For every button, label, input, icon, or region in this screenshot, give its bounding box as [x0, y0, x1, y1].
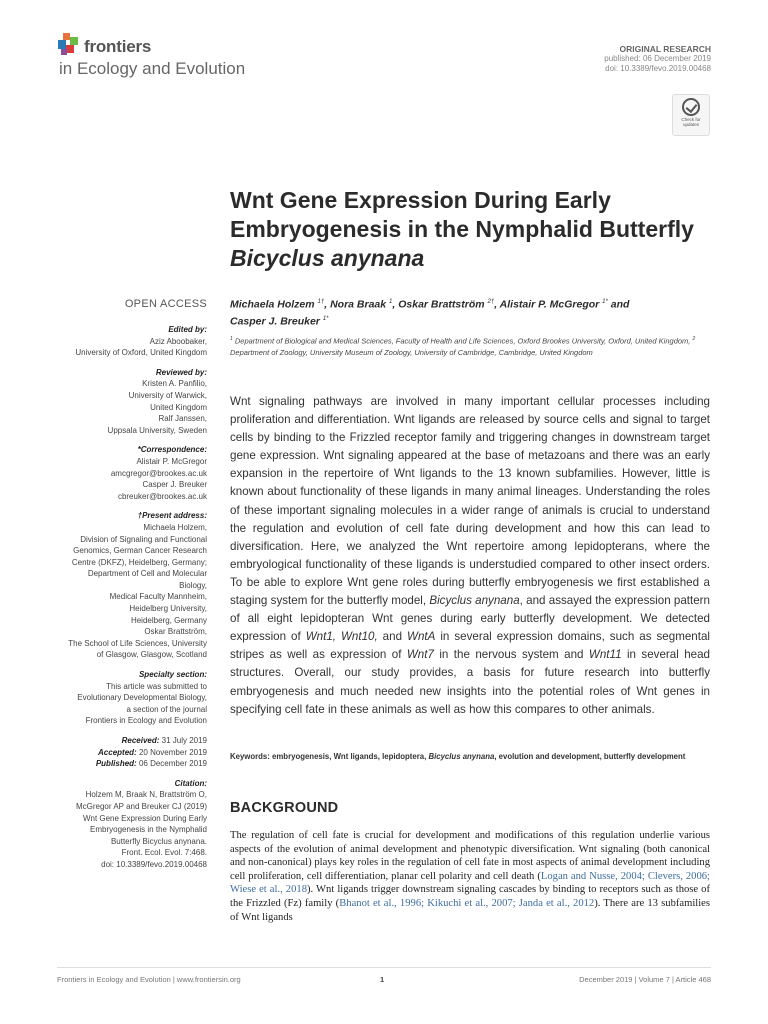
citation-line: McGregor AP and Breuker CJ (2019)	[75, 801, 207, 811]
citation-line: Holzem M, Braak N, Brattström O,	[85, 790, 207, 800]
reviewed-by	[50, 367, 207, 437]
body-text: ). There are 13 subfamilies of Wnt ligands	[230, 897, 710, 923]
address-line: The School of Life Sciences, University	[68, 638, 207, 648]
author[interactable]: Michaela Holzem	[230, 298, 315, 311]
footer-journal[interactable]: Frontiers in Ecology and Evolution | www.frontiersin.org	[57, 975, 241, 984]
author-sup: 1*	[602, 299, 608, 305]
correspondence	[50, 444, 207, 502]
address-line: Medical Faculty Mannheim,	[109, 592, 207, 602]
keywords-label: Keywords:	[230, 752, 270, 761]
received-date: 31 July 2019	[161, 736, 207, 745]
citation-link[interactable]: Logan and Nusse, 2004; Clevers, 2006; Wiese et al., 2018	[230, 870, 710, 896]
citation-link[interactable]: Bhanot et al., 1996; Kikuchi et al., 2007; Janda et al., 2012	[339, 897, 595, 909]
address-line: Oskar Brattström,	[144, 627, 207, 637]
citation-line: Wnt Gene Expression During Early	[82, 813, 207, 823]
affil-sup: 1	[230, 336, 233, 342]
journal-logo[interactable]	[57, 33, 317, 83]
citation-line: Embryogenesis in the Nymphalid	[90, 825, 207, 835]
present-address	[50, 510, 207, 661]
reviewer-line: Ralf Janssen,	[158, 414, 207, 424]
reviewer-line: University of Warwick,	[128, 390, 207, 400]
reviewer-line: Uppsala University, Sweden	[107, 425, 207, 435]
abstract-text: in several head structures. Overall, our study provides, a basis for future research into butterfly embryogenesis and much needed new insights into the potential roles of Wnt genes in specifying cell fate in these animals as well as how this compares to other animals.	[230, 648, 710, 716]
abstract-text: and	[377, 630, 408, 644]
abstract-species: Bicyclus anynana	[429, 594, 520, 608]
affiliations	[230, 334, 700, 359]
address-line: Centre (DKFZ), Heidelberg, Germany;	[71, 557, 207, 567]
article-title	[230, 186, 700, 273]
check-for-updates-badge[interactable]	[672, 94, 710, 136]
published-label: Published:	[95, 759, 137, 769]
accepted-label: Accepted:	[98, 747, 137, 757]
editor-line: University of Oxford, United Kingdom	[75, 348, 207, 358]
author[interactable]: Oskar Brattström	[398, 298, 485, 311]
abstract-text: , and assayed the expression pattern of all eight lepidopteran Wnt genes during early butterfly development. We detected expression of	[230, 594, 710, 644]
updates-line-1: Check for	[681, 117, 701, 122]
citation-doi[interactable]: doi: 10.3389/fevo.2019.00468	[101, 859, 207, 869]
address-line: Genomics, German Cancer Research	[73, 546, 207, 556]
citation	[50, 778, 207, 871]
address-line: Division of Signaling and Functional	[80, 534, 207, 544]
affiliation-2: Department of Zoology, University Museum of Zoology, University of Cambridge, Cambridge, United Kingdom	[230, 348, 593, 357]
received-label: Received:	[121, 736, 160, 745]
editor-line: Aziz Aboobaker,	[149, 336, 207, 346]
body-text: ). Wnt ligands trigger downstream signaling cascades by binding to receptors such as those of the Frizzled (Fz) family (	[230, 884, 710, 909]
correspondence-line: Alistair P. McGregor	[136, 456, 207, 466]
accepted-date: 20 November 2019	[138, 747, 207, 757]
keywords	[230, 751, 710, 762]
affiliation-1: Department of Biological and Medical Sciences, Faculty of Health and Life Sciences, Oxford Brookes University, Oxford, United Kingdom,	[234, 336, 691, 346]
author[interactable]: Alistair P. McGregor	[499, 298, 600, 311]
specialty-line: a section of the journal	[126, 704, 207, 714]
section-heading: BACKGROUND	[230, 800, 339, 816]
address-line: Heidelberg, Germany	[130, 615, 207, 625]
address-line: Michaela Holzem,	[143, 522, 207, 532]
author-sup: 1†	[317, 299, 325, 305]
specialty-heading: Specialty section:	[138, 670, 207, 680]
email-link[interactable]: cbreuker@brookes.ac.uk	[117, 491, 207, 501]
published-date: published: 06 December 2019	[604, 54, 711, 63]
open-access-label: OPEN ACCESS	[124, 298, 207, 310]
abstract-gene: WntA	[407, 630, 436, 644]
abstract-text: Wnt signaling pathways are involved in many important cellular processes including proliferation and differentiation. Wnt ligands are released by source cells and signal to target cells by binding to the Frizzled receptor family and triggering changes in downstream target gene expression. Wnt signaling appeared at the base of metazoans and there was an early expansion in the repertoire of Wnt ligands to the 13 known subfamilies. However, little is known about functionality of these ligands in many animal lineages. Understanding the roles of these important signaling molecules in a wider range of animals is crucial to understand the regulation and evolution of cell fate during development and how this can lead to diversification. Here, we analyzed the Wnt repertoire among lepidopterans, where the embryological functionality of these ligands is understudied compared to other insect orders. To be able to explore Wnt gene roles during butterfly embryogenesis we first established a staging system for the butterfly model,	[230, 395, 710, 608]
author-sup: 1	[389, 299, 393, 305]
specialty-line: Frontiers in Ecology and Evolution	[85, 716, 207, 726]
keywords-text: , evolution and development, butterfly development	[494, 752, 686, 761]
title-text: Wnt Gene Expression During Early Embryogenesis in the Nymphalid Butterfly	[230, 187, 694, 242]
abstract-gene: Wnt7	[406, 648, 434, 662]
body-text: The regulation of cell fate is crucial for development and modifications of this regulation underlie various aspects of the evolution of animal development and phenotypic diversification. Wnt signaling (both canonical and non-canonical) plays key roles in the regulation of cell fate in most aspects of animal development including cell proliferation, cell differentiation, planar cell polarity and cell death (	[230, 830, 710, 882]
reviewed-by-heading: Reviewed by:	[155, 367, 207, 377]
edited-by-heading: Edited by:	[168, 325, 207, 334]
author-list: Michaela Holzem $^{1\dagger}$, Nora Braak $^1$, Oskar Brattström $^{2\dagger}$, Alistair P. McGregor $^{1*}$ and Casper J. Breuker $^{1*}$	[230, 298, 630, 327]
keywords-text: embryogenesis, Wnt ligands, lepidoptera,	[269, 752, 429, 761]
specialty-section	[50, 669, 207, 727]
abstract-gene: Wnt1, Wnt10,	[305, 630, 378, 644]
doi[interactable]: doi: 10.3389/fevo.2019.00468	[605, 64, 711, 73]
edited-by	[50, 324, 207, 359]
frontiers-logo-icon	[57, 33, 81, 57]
abstract-text: in the nervous system and	[433, 648, 589, 662]
address-line: Department of Cell and Molecular	[87, 569, 207, 579]
footer-volume: December 2019 | Volume 7 | Article 468	[579, 975, 711, 984]
reviewer-line: United Kingdom	[150, 402, 207, 412]
background-body	[230, 829, 710, 924]
sidebar	[50, 324, 207, 879]
author-sup: 2†	[487, 299, 495, 305]
address-line: Heidelberg University,	[129, 604, 207, 614]
brand-name: frontiers	[84, 37, 152, 56]
citation-line: Butterfly Bicyclus anynana.	[110, 836, 207, 846]
title-species: Bicyclus anynana	[230, 245, 425, 271]
citation-heading: Citation:	[174, 778, 207, 788]
updates-line-2: updates	[682, 122, 699, 127]
address-line: Biology,	[179, 580, 207, 590]
abstract	[230, 393, 710, 719]
footer-divider	[57, 967, 711, 968]
author-sup: 1*	[322, 315, 329, 322]
specialty-line: This article was submitted to	[106, 681, 207, 691]
correspondence-line: Casper J. Breuker	[142, 480, 207, 490]
abstract-text: in several expression domains, such as segmental stripes as well as expression of	[230, 630, 710, 662]
citation-line: Front. Ecol. Evol. 7:468.	[121, 848, 207, 858]
author[interactable]: Casper J. Breuker	[230, 315, 320, 327]
reviewer-line: Kristen A. Panfilio,	[142, 379, 207, 389]
journal-name: in Ecology and Evolution	[59, 59, 246, 78]
specialty-line: Evolutionary Developmental Biology,	[77, 693, 207, 703]
abstract-gene: Wnt11	[588, 648, 622, 662]
page-number: 1	[380, 975, 385, 984]
keywords-species: Bicyclus anynana	[428, 752, 495, 761]
affil-sup: 2	[692, 336, 696, 342]
published-date-sidebar: 06 December 2019	[138, 759, 207, 769]
email-link[interactable]: amcgregor@brookes.ac.uk	[110, 468, 207, 478]
present-address-heading: †Present address:	[137, 511, 207, 521]
article-meta	[604, 44, 711, 74]
article-type: ORIGINAL RESEARCH	[619, 44, 711, 54]
check-icon	[682, 98, 700, 116]
correspondence-heading: *Correspondence:	[137, 445, 207, 455]
address-line: of Glasgow, Glasgow, Scotland	[96, 650, 207, 660]
dates	[50, 735, 207, 770]
author[interactable]: Nora Braak	[330, 298, 387, 311]
